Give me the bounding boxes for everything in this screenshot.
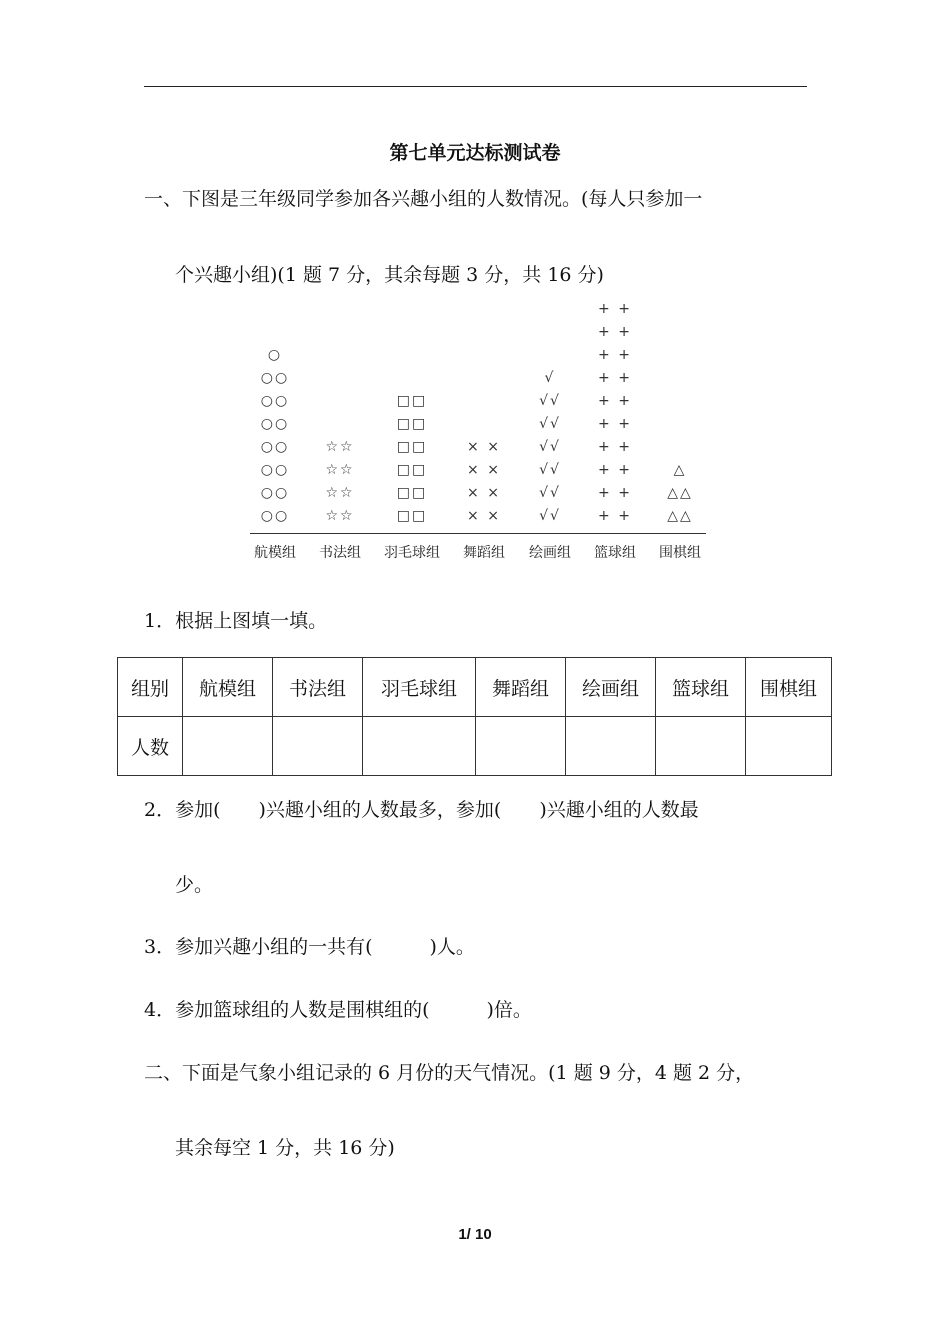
chart-symbol-row: + + <box>598 393 632 409</box>
fill-table <box>117 657 832 776</box>
table-header-cell: 组别 <box>118 658 183 717</box>
table-header-cell: 围棋组 <box>746 658 832 717</box>
chart-category-label: 绘画组 <box>529 545 571 561</box>
chart-category-label: 舞蹈组 <box>463 545 505 561</box>
chart-column <box>585 298 645 528</box>
chart-column <box>520 367 580 528</box>
chart-symbol-row: + + <box>598 485 632 501</box>
chart-category-label: 书法组 <box>319 545 361 561</box>
table-row <box>118 717 832 776</box>
page-number: 1/ 10 <box>458 1226 492 1243</box>
chart-symbol-row: ○○ <box>260 485 290 501</box>
chart-category-label: 羽毛球组 <box>384 545 440 561</box>
answer-cell[interactable] <box>566 717 656 776</box>
chart-symbol-row: + + <box>598 370 632 386</box>
chart-category-label: 围棋组 <box>659 545 701 561</box>
q3-text: 3．参加兴趣小组的一共有( )人。 <box>144 936 475 958</box>
chart-symbol-row: √√ <box>539 439 561 455</box>
q4-text: 4．参加篮球组的人数是围棋组的( )倍。 <box>144 999 532 1021</box>
chart-symbol-row: □□ <box>396 462 428 478</box>
answer-cell[interactable] <box>656 717 746 776</box>
chart-symbol-row: □□ <box>396 439 428 455</box>
section1-line2: 个兴趣小组)(1 题 7 分，其余每题 3 分，共 16 分) <box>175 264 604 286</box>
chart-symbol-row: ○○ <box>260 416 290 432</box>
chart-symbol-row: ☆☆ <box>325 439 355 455</box>
chart-category-label: 篮球组 <box>594 545 636 561</box>
chart-symbol-row: ○ <box>267 347 283 363</box>
pictograph-chart <box>250 300 710 570</box>
chart-column <box>382 390 442 528</box>
section2-line2: 其余每空 1 分，共 16 分) <box>175 1137 395 1159</box>
page-title: 第七单元达标测试卷 <box>389 142 561 164</box>
table-header-row <box>118 658 832 717</box>
answer-cell[interactable] <box>746 717 832 776</box>
section2-line1: 二、下面是气象小组记录的 6 月份的天气情况。(1 题 9 分，4 题 2 分， <box>144 1062 755 1084</box>
chart-symbol-row: + + <box>598 416 632 432</box>
answer-cell[interactable] <box>273 717 363 776</box>
chart-symbol-row: □□ <box>396 416 428 432</box>
chart-symbol-row: ○○ <box>260 370 290 386</box>
chart-column <box>454 436 514 528</box>
chart-symbol-row: ○○ <box>260 508 290 524</box>
chart-symbol-row: + + <box>598 301 632 317</box>
q2-line1: 2．参加( )兴趣小组的人数最多，参加( )兴趣小组的人数最 <box>144 799 699 821</box>
chart-symbol-row: △△ <box>667 485 693 501</box>
chart-symbol-row: + + <box>598 439 632 455</box>
chart-symbol-row: × × <box>467 439 501 455</box>
chart-symbol-row: √√ <box>539 462 561 478</box>
chart-baseline <box>250 533 706 534</box>
q2-line2: 少。 <box>175 874 214 896</box>
chart-column <box>650 459 710 528</box>
chart-symbol-row: ☆☆ <box>325 485 355 501</box>
chart-column <box>245 344 305 528</box>
chart-symbol-row: × × <box>467 508 501 524</box>
table-header-cell: 书法组 <box>273 658 363 717</box>
chart-symbol-row: ○○ <box>260 393 290 409</box>
q1-text: 1．根据上图填一填。 <box>144 610 328 632</box>
chart-symbol-row: √ <box>544 370 556 386</box>
chart-category-label: 航模组 <box>254 545 296 561</box>
chart-symbol-row: + + <box>598 347 632 363</box>
chart-column <box>310 436 370 528</box>
chart-symbol-row: + + <box>598 324 632 340</box>
answer-cell[interactable] <box>183 717 273 776</box>
chart-symbol-row: + + <box>598 462 632 478</box>
chart-symbol-row: √√ <box>539 508 561 524</box>
table-header-cell: 航模组 <box>183 658 273 717</box>
table-header-cell: 绘画组 <box>566 658 656 717</box>
chart-symbol-row: △ <box>673 462 687 478</box>
chart-symbol-row: □□ <box>396 508 428 524</box>
table-header-cell: 羽毛球组 <box>363 658 476 717</box>
chart-symbol-row: √√ <box>539 393 561 409</box>
header-rule <box>144 86 807 87</box>
section1-line1: 一、下图是三年级同学参加各兴趣小组的人数情况。(每人只参加一 <box>144 188 703 210</box>
chart-symbol-row: ○○ <box>260 462 290 478</box>
chart-symbol-row: ○○ <box>260 439 290 455</box>
chart-symbol-row: □□ <box>396 393 428 409</box>
chart-symbol-row: ☆☆ <box>325 508 355 524</box>
table-header-cell: 舞蹈组 <box>476 658 566 717</box>
chart-symbol-row: × × <box>467 485 501 501</box>
chart-symbol-row: + + <box>598 508 632 524</box>
answer-cell[interactable] <box>363 717 476 776</box>
chart-symbol-row: ☆☆ <box>325 462 355 478</box>
chart-symbol-row: × × <box>467 462 501 478</box>
chart-symbol-row: △△ <box>667 508 693 524</box>
table-header-cell: 篮球组 <box>656 658 746 717</box>
chart-symbol-row: √√ <box>539 416 561 432</box>
answer-cell[interactable] <box>476 717 566 776</box>
chart-symbol-row: √√ <box>539 485 561 501</box>
chart-symbol-row: □□ <box>396 485 428 501</box>
table-row-label: 人数 <box>118 717 183 776</box>
